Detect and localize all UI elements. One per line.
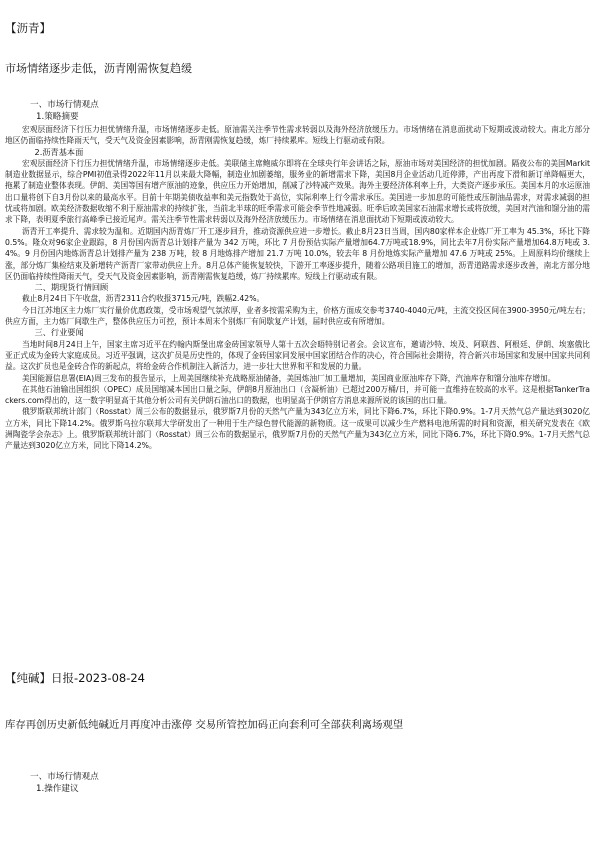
heading-strategy-summary: 1.策略摘要 [36,112,79,122]
heading-market-view-2: 一、市场行情观点 [30,772,99,782]
paragraph-strategy: 宏观层面经济下行压力担忧情绪升温，市场情绪逐步走低。原油需关注季节性需求转弱以及海外经济放缓压力。市场情绪在消息面扰动下短期或波动较大。南北方部分地区仍面临持续性降雨天气，受天气及资金因素影响，沥青刚需恢复趋缓，炼厂持续累库。短线上行驱动或有限。 [5,125,590,146]
asphalt-body [5,124,590,452]
paragraph-close-price: 截止8月24日下午收盘，沥青2311合约收报3715元/吨，跌幅2.42%。 [21,294,265,304]
section-tag-soda-ash: 【纯碱】日报-2023-08-24 [5,671,145,685]
paragraph-brics: 当地时间8月24日上午，国家主席习近平在约翰内斯堡出席金砖国家领导人第十五次会晤特别记者会。会议宣布，邀请沙特、埃及、阿联酋、阿根廷、伊朗、埃塞俄比亚正式成为金砖大家庭成员。习近平强调，这次扩员是历史性的，体现了金砖国家同发展中国家团结合作的决心，符合国际社会期待，符合新兴市场国家和发展中国家共同利益。这次扩员也是金砖合作的新起点，将给金砖合作机制注入新活力，进一步壮大世界和平和发展的力量。 [5,339,590,372]
paragraph-iran: 在其他石油输出国组织（OPEC）成员国缩减本国出口量之际，伊朗8月原油出口（含凝析油）已超过200万桶/日，并可能一直维持在较高的水平。这是根据TankerTrackers.com得出的，这一数字明显高于其他分析公司有关伊朗石油出口的数据，也明显高于伊朗官方消息来源所说的该国的出口量。 [5,384,590,406]
headline-soda-ash: 库存再创历史新低纯碱近月再度冲击涨停 交易所管控加码正向套利可全部获利离场观望 [5,719,404,731]
paragraph-macro: 宏观层面经济下行压力担忧情绪升温，市场情绪逐步走低。美联储主席鲍威尔即将在全球央行年会讲话之际，原油市场对美国经济的担忧加剧。隔夜公布的美国Markit制造业数据显示，综合PMI初值录得2022年11月以来最大降幅，制造业加剧萎缩，服务业的新增需求下降，美国8月企业活动几近停滞，产出再度下滑和新订单降幅更大，拖累了制造业整体表现。伊朗、美国等国有增产原油的迹象，供应压力开始增加，削减了沙特减产效果。海外主要经济体利率上升，大类资产逐步承压。美国本月的水运原油出口量将创下自3月份以来的最高水平。目前十年期美债收益率和美元指数处于高位，实际利率上行令需求承压。美国进一步加息的可能性或压制油品需求，对需求减弱的担忧或将加剧。欧美经济数据收缩不利于原油需求的持续扩张，当前北半球的旺季需求可能会季节性地减弱。旺季后欧美国家石油需求增长或将放缓，美国对汽油和馏分油的需求下降，表明夏季旅行高峰季已接近尾声。需关注季节性需求转弱以及海外经济放缓压力。市场情绪在消息面扰动下短期或波动较大。 [5,158,590,225]
paragraph-spot: 今日江苏地区主力炼厂实行量价优惠政策，受市场观望气氛浓厚，业者多按需采购为主，价格方面成交参考3740-4040元/吨，主流交投区间在3900-3950元/吨左右；供应方面，主力炼厂间歇生产，整体供应压力可控，预计本周末个别炼厂有间歇复产计划，届时供应或有所增加。 [5,305,590,327]
heading-operation-advice: 1.操作建议 [36,784,79,794]
heading-market-view: 一、市场行情观点 [30,100,99,110]
paragraph-russia: 俄罗斯联邦统计部门（Rosstat）周三公布的数据显示，俄罗斯7月份的天然气产量为343亿立方米，同比下降6.7%，环比下降0.9%。1-7月天然气总产量达到3020亿立方米，同比下降14.2%。俄罗斯乌拉尔联邦大学研发出了一种用于生产绿色替代能源的新物质。这一成果可以减少生产燃料电池所需的时间和资源，相关研究发表在《欧洲陶瓷学会杂志》上。俄罗斯联邦统计部门（Rosstat）周三公布的数据显示，俄罗斯7月份的天然气产量为343亿立方米，同比下降6.7%，环比下降0.9%。1-7月天然气总产量达到3020亿立方米，同比下降14.2%。 [5,407,590,451]
heading-futures-review: 二、期现货行情回顾 [34,282,109,293]
section-tag-asphalt: 【沥青】 [5,21,51,35]
paragraph-eia: 美国能源信息署(EIA)周三发布的报告显示，上周美国继续补充战略原油储备，美国炼油厂加工量增加，美国商业原油库存下降，汽油库存和馏分油库存增加。 [21,373,556,383]
paragraph-supply: 沥青开工率提升、需求较为温和。近期国内沥青炼厂开工逐步回升，推动资源供应进一步增长。截止8月23日当周，国内80家样本企业炼厂开工率为 45.3%，环比下降 0.5%。隆众对96家企业跟踪，8 月份国内沥青总计划排产量为 342 万吨，环比 7 月份预估实际产量增加64.7万吨或18.9%，同比去年7月份实际产量增加64.8万吨或 3.4%。9 月份国内地炼沥青总计划排产量为 238 万吨，较 8 月地炼排产增加 21.7 万吨 10.0%，较去年 8 月份地炼实际产量增加 47.6 万吨或 25%。上周原料均价继续上涨，部分炼厂集检结束及新增转产沥青厂家带动供应上升。8月总体产能恢复较快，下游开工率逐步提升，随着公路项目施工的增加，沥青道路需求逐步改善，南北方部分地区仍面临持续性降雨天气，受天气及资金因素影响，沥青刚需恢复趋缓，炼厂持续累库。短线上行驱动或有限。 [5,226,590,281]
headline-asphalt: 市场情绪逐步走低，沥青刚需恢复趋缓 [5,62,192,75]
heading-fundamentals: 2.沥青基本面 [34,146,84,157]
heading-industry-news: 三、行业要闻 [34,327,84,338]
